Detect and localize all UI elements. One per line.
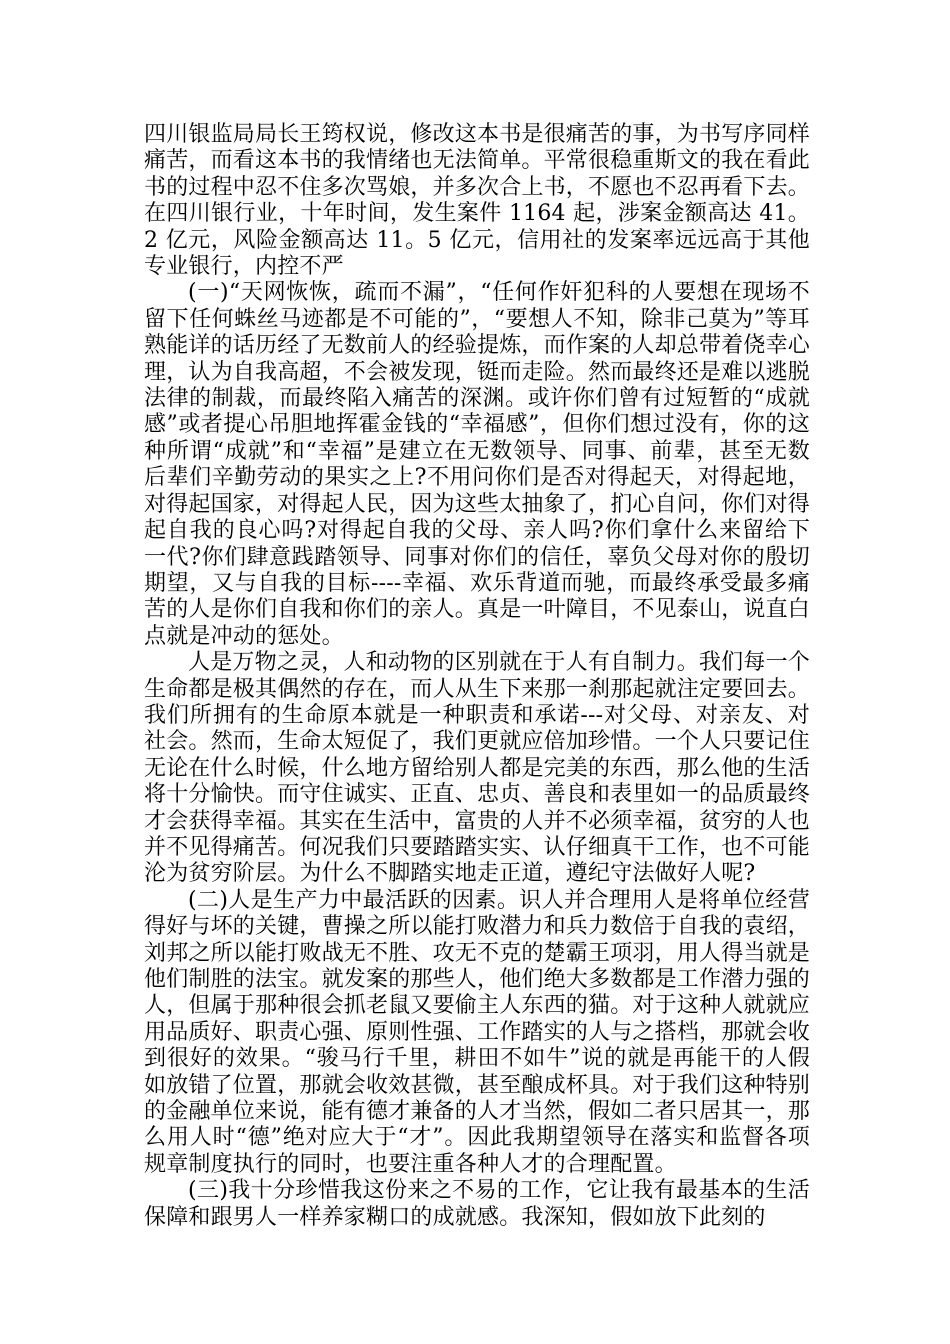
paragraph-section-three: (三)我十分珍惜我这份来之不易的工作，它让我有最基本的生活保障和跟男人一样养家糊口的成就感。我深知，假如放下此刻的 bbox=[144, 1178, 810, 1230]
paragraph-intro: 四川银监局局长王筠权说，修改这本书是很痛苦的事，为书写序同样痛苦，而看这本书的我情绪也无法简单。平常很稳重斯文的我在看此书的过程中忍不住多次骂娘，并多次合上书，不愿也不忍再看下去。在四川银行业，十年时间，发生案件 1164 起，涉案金额高达 41。2 亿元，风险金额高达 11。5 亿元，信用社的发案率远远高于其他专业银行，内控不严 bbox=[144, 122, 811, 280]
document-body bbox=[144, 122, 810, 1231]
paragraph-self-control: 人是万物之灵，人和动物的区别就在于人有自制力。我们每一个生命都是极其偶然的存在，而人从生下来那一刹那起就注定要回去。我们所拥有的生命原本就是一种职责和承诺---对父母、对亲友、对社会。然而，生命太短促了，我们更就应倍加珍惜。一个人只要记住无论在什么时候，什么地方留给别人都是完美的东西，那么他的生活将十分愉快。而守住诚实、正直、忠贞、善良和表里如一的品质最终才会获得幸福。其实在生活中，富贵的人并不必须幸福，贫穷的人也并不见得痛苦。何况我们只要踏踏实实、认仔细真干工作，也不可能沦为贫穷阶层。为什么不脚踏实地走正道，遵纪守法做好人呢? bbox=[144, 650, 811, 887]
paragraph-section-two: (二)人是生产力中最活跃的因素。识人并合理用人是将单位经营得好与坏的关键，曹操之所以能打败潜力和兵力数倍于自我的袁绍，刘邦之所以能打败战无不胜、攻无不克的楚霸王项羽，用人得当就是他们制胜的法宝。就发案的那些人，他们绝大多数都是工作潜力强的人，但属于那种很会抓老鼠又要偷主人东西的猫。对于这种人就就应用品质好、职责心强、原则性强、工作踏实的人与之搭档，那就会收到很好的效果。“骏马行千里，耕田不如牛”说的就是再能干的人假如放错了位置，那就会收效甚微，甚至酿成杯具。对于我们这种特别的金融单位来说，能有德才兼备的人才当然，假如二者只居其一，那么用人时“德”绝对应大于“才”。因此我期望领导在落实和监督各项规章制度执行的同时，也要注重各种人才的合理配置。 bbox=[144, 887, 811, 1177]
paragraph-section-one: (一)“天网恢恢，疏而不漏”，“任何作奸犯科的人要想在现场不留下任何蛛丝马迹都是不可能的”，“要想人不知，除非己莫为”等耳熟能详的话历经了无数前人的经验提炼，而作案的人却总带着侥幸心理，认为自我高超，不会被发现，铤而走险。然而最终还是难以逃脱法律的制裁，而最终陷入痛苦的深渊。或许你们曾有过短暂的“成就感”或者提心吊胆地挥霍金钱的“幸福感”，但你们想过没有，你的这种所谓“成就”和“幸福”是建立在无数领导、同事、前辈，甚至无数后辈们辛勤劳动的果实之上?不用问你们是否对得起天，对得起地，对得起国家，对得起人民，因为这些太抽象了，扪心自问，你们对得起自我的良心吗?对得起自我的父母、亲人吗?你们拿什么来留给下一代?你们肆意践踏领导、同事对你们的信任，辜负父母对你的殷切期望，又与自我的目标----幸福、欢乐背道而驰，而最终承受最多痛苦的人是你们自我和你们的亲人。真是一叶障目，不见泰山，说直白点就是冲动的惩处。 bbox=[144, 280, 811, 649]
